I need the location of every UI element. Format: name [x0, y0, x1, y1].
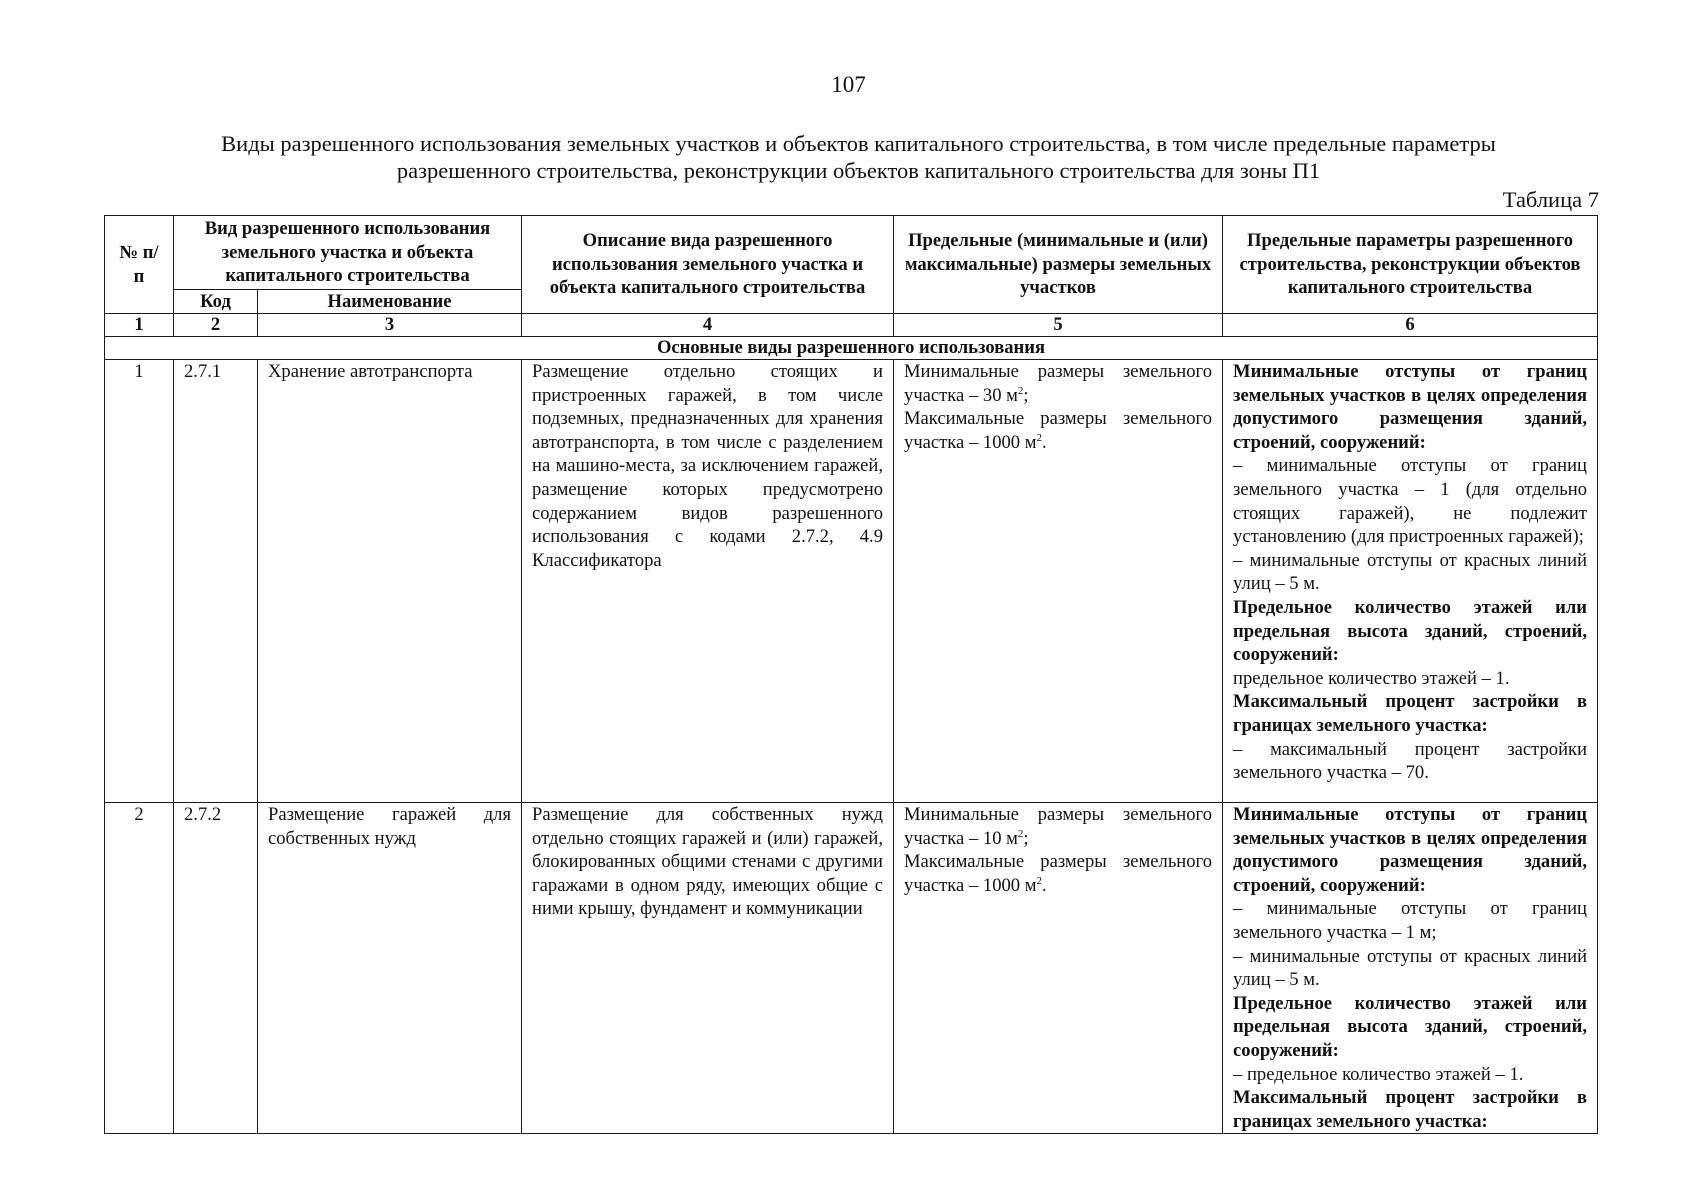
page-number: 107 — [831, 72, 866, 97]
row-name: Размещение гаражей для собственных нужд — [258, 803, 522, 1134]
params-item: – минимальные отступы от границ земельного участка – 1 м; — [1233, 898, 1588, 943]
column-number: 5 — [894, 314, 1223, 337]
section-row — [105, 337, 1598, 360]
params-heading: Минимальные отступы от границ земельных участков в целях определения допустимого размещения зданий, строений, сооружений: — [1233, 361, 1588, 453]
params-heading: Максимальный процент застройки в границах земельного участка: — [1233, 1087, 1588, 1132]
params-item: – минимальные отступы от границ земельного участка – 1 (для отдельно стоящих гаражей), не подлежит установлению (для пристроенных гаражей); — [1233, 455, 1588, 548]
section-title: Основные виды разрешенного использования — [105, 337, 1598, 360]
table-row — [105, 803, 1598, 1134]
column-number: 1 — [105, 314, 174, 337]
column-number: 6 — [1223, 314, 1598, 337]
table-row — [105, 360, 1598, 803]
zoning-table — [104, 215, 1598, 1134]
size-max: Максимальные размеры земельного участка – 1000 $м^2$. — [904, 408, 1213, 453]
column-number: 4 — [522, 314, 894, 337]
row-number: 1 — [105, 360, 174, 803]
params-item: – максимальный процент застройки земельного участка – 70. — [1233, 738, 1588, 784]
size-max: Максимальные размеры земельного участка – 1000 $м^2$. — [904, 851, 1213, 896]
size-min: Минимальные размеры земельного участка – 30 $м^2$; — [904, 361, 1213, 406]
column-numbers-row — [105, 314, 1598, 337]
row-code: 2.7.2 — [174, 803, 258, 1134]
row-description: Размещение для собственных нужд отдельно стоящих гаражей и (или) гаражей, блокированных общими стенами с другими гаражами в одном ряду, имеющих общие с ними крышу, фундамент и коммуникации — [522, 803, 894, 1134]
params-heading: Максимальный процент застройки в границах земельного участка: — [1233, 691, 1588, 736]
table-number: Таблица 7 — [1502, 187, 1599, 212]
row-name: Хранение автотранспорта — [258, 360, 522, 803]
size-min: Минимальные размеры земельного участка – 10 $м^2$; — [904, 804, 1213, 849]
document-title — [140, 130, 1577, 184]
row-number: 2 — [105, 803, 174, 1134]
header-sizes: Предельные (минимальные и (или) максимальные) размеры земельных участков — [894, 216, 1223, 314]
params-item: предельное количество этажей – 1. — [1233, 667, 1510, 689]
column-number: 3 — [258, 314, 522, 337]
row-sizes — [894, 360, 1223, 803]
header-params: Предельные параметры разрешенного строительства, реконструкции объектов капитального строительства — [1223, 216, 1598, 314]
params-item: – предельное количество этажей – 1. — [1233, 1063, 1524, 1085]
params-item: – минимальные отступы от красных линий улиц – 5 м. — [1233, 549, 1588, 595]
row-sizes — [894, 803, 1223, 1134]
params-heading: Минимальные отступы от границ земельных участков в целях определения допустимого размещения зданий, строений, сооружений: — [1233, 804, 1588, 896]
header-num: № п/п — [105, 216, 174, 314]
params-heading: Предельное количество этажей или предельная высота зданий, строений, сооружений: — [1233, 992, 1588, 1061]
header-name: Наименование — [258, 290, 522, 314]
header-row — [105, 216, 1598, 290]
params-item: – минимальные отступы от красных линий улиц – 5 м. — [1233, 945, 1588, 991]
row-code: 2.7.1 — [174, 360, 258, 803]
row-params — [1223, 803, 1598, 1134]
header-code: Код — [174, 290, 258, 314]
document-title-line-2: разрешенного строительства, реконструкции объектов капитального строительства для зоны П1 — [396, 158, 1321, 183]
header-desc: Описание вида разрешенного использования земельного участка и объекта капитального строительства — [522, 216, 894, 314]
header-vid: Вид разрешенного использования земельного участка и объекта капитального строительства — [174, 216, 522, 290]
column-number: 2 — [174, 314, 258, 337]
document-title-line-1: Виды разрешенного использования земельных участков и объектов капитального строительства, в том числе предельные параметры — [221, 131, 1496, 156]
params-heading: Предельное количество этажей или предельная высота зданий, строений, сооружений: — [1233, 596, 1588, 666]
row-description: Размещение отдельно стоящих и пристроенных гаражей, в том числе подземных, предназначенных для хранения автотранспорта, в том числе с разделением на машино-места, за исключением гаражей, размещение которых предусмотрено содержанием видов разрешенного использования с кодами 2.7.2, 4.9 Классификатора — [522, 360, 894, 803]
row-params — [1223, 360, 1598, 803]
